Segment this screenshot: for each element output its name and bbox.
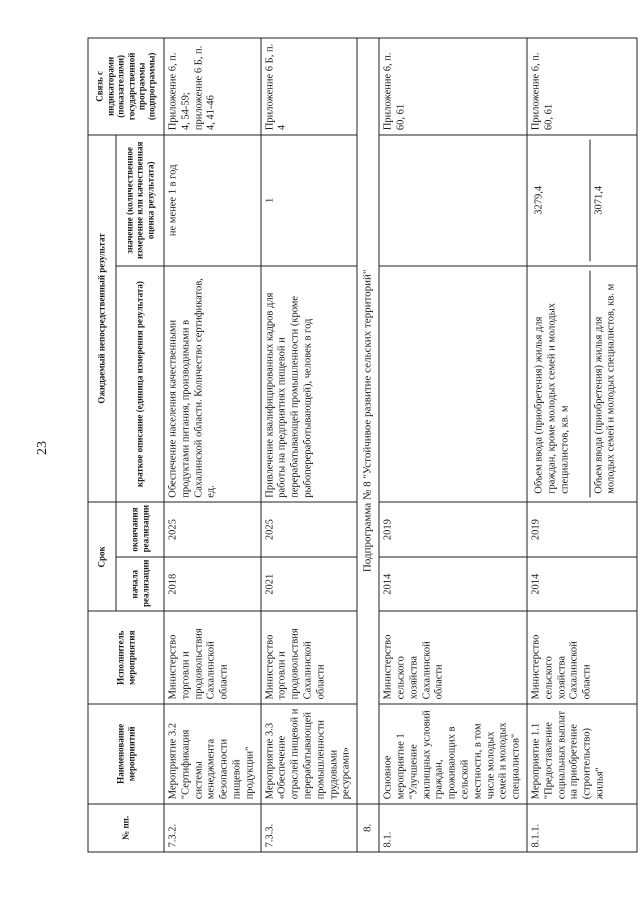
row-value: 1 bbox=[261, 135, 358, 266]
row-name: Мероприятие 1.1 "Предоставление социальных выплат на приобретение (строительство) жилья" bbox=[527, 704, 637, 804]
row-link: Приложение 6, п. 4, 54-59; приложение 6 Б, п. 4, 41-46 bbox=[164, 38, 261, 135]
subprogram-num: 8. bbox=[357, 804, 379, 852]
row-executor: Министерство торговли и продовольствия Сахалинской области bbox=[164, 612, 261, 704]
header-executor: Исполнитель мероприятия bbox=[88, 612, 164, 704]
row-desc-b: Объем ввода (приобретения) жилья для молодых семей и молодых специалистов, кв. м bbox=[593, 283, 617, 494]
header-term-end: окончания реализации bbox=[116, 502, 164, 557]
header-result-desc: краткое описание (единица измерения результата) bbox=[116, 266, 164, 502]
rotated-sheet bbox=[0, 3, 638, 908]
header-term: Срок bbox=[88, 502, 116, 611]
row-value-split bbox=[527, 135, 637, 266]
table-row bbox=[164, 38, 261, 852]
table-frame bbox=[88, 38, 617, 853]
header-term-start: начала реализации bbox=[116, 557, 164, 612]
subprogram-title: Подпрограмма № 8 "Устойчивое развитие сельских территорий" bbox=[357, 38, 379, 804]
page-number: 23 bbox=[35, 441, 50, 455]
header-result: Ожидаемый непосредственный результат bbox=[88, 135, 116, 503]
row-num: 8.1. bbox=[379, 804, 527, 852]
table-row bbox=[261, 38, 358, 852]
row-value: не менее 1 в год bbox=[164, 135, 261, 266]
header-result-value: значение (количественное измерение или качественная оценка результата) bbox=[116, 135, 164, 266]
row-link: Приложение 6 Б, п. 4 bbox=[261, 38, 358, 135]
subprogram-row bbox=[357, 38, 379, 852]
row-start: 2021 bbox=[261, 557, 358, 612]
row-desc: Обеспечение населения качественными продуктами питания, производимыми в Сахалинской области. Количество сертификатов, ед. bbox=[164, 266, 261, 502]
row-executor: Министерство торговли и продовольствия Сахалинской области bbox=[261, 612, 358, 704]
row-end: 2019 bbox=[527, 502, 637, 557]
row-num: 7.3.2. bbox=[164, 804, 261, 852]
header-name: Наименование мероприятий bbox=[88, 704, 164, 804]
row-value bbox=[379, 135, 527, 266]
row-num: 7.3.3. bbox=[261, 804, 358, 852]
row-end: 2025 bbox=[261, 502, 358, 557]
row-desc-a: Объем ввода (приобретения) жилья для граждан, кроме молодых семей и молодых специалистов, кв. м bbox=[530, 270, 590, 497]
row-executor: Министерство сельского хозяйства Сахалинской области bbox=[379, 612, 527, 704]
row-value-b: 3071,4 bbox=[593, 185, 605, 215]
header-link: Связь с индикаторами (показателями) государственной программы (подпрограммы) bbox=[88, 38, 164, 135]
table-row bbox=[527, 38, 637, 852]
row-name: Мероприятие 3.3 «Обеспечение отраслей пищевой и перерабатывающей промышленности трудовыми ресурсами» bbox=[261, 704, 358, 804]
row-link: Приложение 6, п. 60, 61 bbox=[527, 38, 637, 135]
row-desc bbox=[379, 266, 527, 502]
row-name: Мероприятие 3.2 "Сертификация системы менеджмента безопасности пищевой продукции" bbox=[164, 704, 261, 804]
row-end: 2025 bbox=[164, 502, 261, 557]
row-link: Приложение 6, п. 60, 61 bbox=[379, 38, 527, 135]
row-start: 2014 bbox=[379, 557, 527, 612]
row-end: 2019 bbox=[379, 502, 527, 557]
table-row bbox=[379, 38, 527, 852]
measures-table bbox=[88, 38, 638, 853]
row-value-a: 3279,4 bbox=[530, 139, 590, 261]
header-num: № пп. bbox=[88, 804, 164, 852]
row-executor: Министерство сельского хозяйства Сахалинской области bbox=[527, 612, 637, 704]
row-desc: Привлечение квалифицированных кадров для работы на предприятиях пищевой и перерабатывающей промышленности (кроме рыбопереработывающей), человек в год bbox=[261, 266, 358, 502]
row-start: 2014 bbox=[527, 557, 637, 612]
row-desc-split bbox=[527, 266, 637, 502]
row-name: Основное мероприятие 1 "Улучшение жилищных условий граждан, проживающих в сельской местности, в том числе молодых семей и молодых специалистов" bbox=[379, 704, 527, 804]
row-start: 2018 bbox=[164, 557, 261, 612]
row-num: 8.1.1. bbox=[527, 804, 637, 852]
